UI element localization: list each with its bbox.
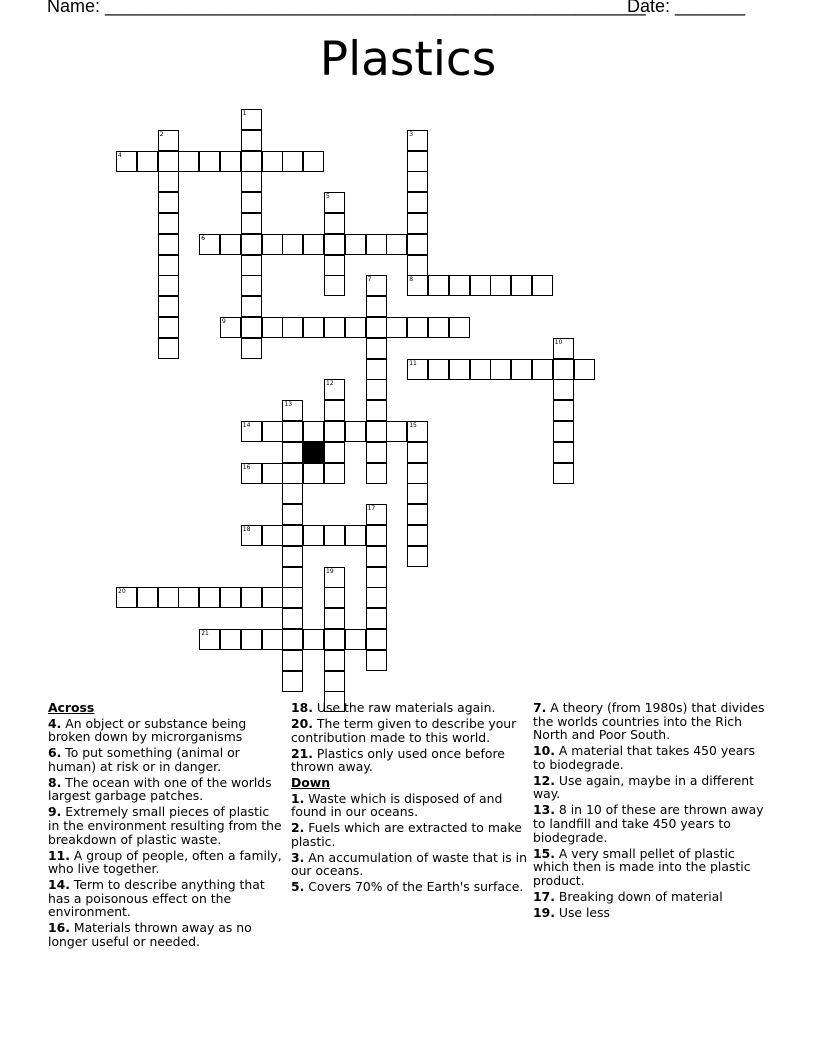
crossword-cell[interactable]	[324, 421, 345, 442]
crossword-cell[interactable]	[407, 213, 428, 234]
crossword-cell[interactable]	[324, 400, 345, 421]
crossword-block	[303, 442, 324, 463]
down-heading: Down	[291, 775, 331, 791]
clue-item	[48, 776, 284, 803]
crossword-cell[interactable]	[366, 629, 387, 650]
crossword-cell[interactable]	[553, 421, 574, 442]
crossword-cell[interactable]	[262, 234, 283, 255]
clue-number-label: 19.	[533, 904, 555, 920]
across-clue-list-continued	[291, 701, 527, 774]
crossword-cell[interactable]	[490, 275, 511, 296]
crossword-cell[interactable]	[282, 483, 303, 504]
crossword-cell[interactable]	[262, 463, 283, 484]
crossword-cell[interactable]	[303, 317, 324, 338]
clue-text: Covers 70% of the Earth's surface.	[304, 879, 524, 895]
crossword-cell[interactable]	[241, 338, 262, 359]
crossword-cell[interactable]	[532, 275, 553, 296]
crossword-cell[interactable]	[282, 587, 303, 608]
crossword-cell[interactable]	[282, 234, 303, 255]
clue-number: 13	[284, 401, 293, 409]
crossword-cell[interactable]	[282, 629, 303, 650]
clue-number-label: 2.	[291, 820, 305, 836]
crossword-cell[interactable]	[282, 525, 303, 546]
clue-number-label: 7.	[533, 700, 547, 715]
crossword-cell[interactable]	[553, 463, 574, 484]
crossword-cell[interactable]	[262, 317, 283, 338]
crossword-cell[interactable]	[158, 192, 179, 213]
clue-item	[291, 701, 527, 715]
clue-text: Waste which is disposed of and found in our oceans.	[291, 790, 503, 820]
crossword-cell[interactable]	[137, 587, 158, 608]
crossword-cell[interactable]	[303, 151, 324, 172]
clue-number: 10	[554, 338, 563, 346]
clue-number: 12	[326, 380, 334, 388]
crossword-cell[interactable]	[428, 317, 449, 338]
crossword-cell[interactable]	[241, 629, 262, 650]
crossword-cell[interactable]	[553, 338, 574, 359]
clue-number-label: 9.	[48, 804, 62, 820]
clue-item	[291, 717, 527, 744]
clue-item	[291, 747, 527, 774]
clue-text: 8 in 10 of these are thrown away to landfill and take 450 years to biodegrade.	[533, 802, 764, 845]
crossword-cell[interactable]	[407, 234, 428, 255]
crossword-cell[interactable]	[199, 151, 220, 172]
crossword-cell[interactable]	[324, 317, 345, 338]
crossword-cell[interactable]	[241, 587, 262, 608]
crossword-cell[interactable]	[282, 400, 303, 421]
crossword-cell[interactable]	[241, 109, 262, 130]
crossword-cell[interactable]	[407, 130, 428, 151]
crossword-cell[interactable]	[303, 234, 324, 255]
clue-number: 7	[367, 276, 372, 284]
crossword-cell[interactable]	[282, 671, 303, 692]
crossword-cell[interactable]	[532, 359, 553, 380]
date-field[interactable]: Date: _______	[627, 0, 746, 16]
clue-number-label: 14.	[48, 877, 70, 893]
crossword-cell[interactable]	[407, 275, 428, 296]
crossword-cell[interactable]	[220, 317, 241, 338]
clue-number: 16	[242, 463, 251, 471]
crossword-cell[interactable]	[158, 234, 179, 255]
clue-number: 18	[242, 526, 251, 533]
crossword-cell[interactable]	[449, 359, 470, 380]
crossword-cell[interactable]	[324, 587, 345, 608]
crossword-cell[interactable]	[158, 213, 179, 234]
clue-number: 2	[159, 130, 164, 138]
clue-item	[291, 792, 527, 819]
crossword-cell[interactable]	[282, 608, 303, 629]
crossword-cell[interactable]	[386, 317, 407, 338]
clue-number: 6	[201, 234, 206, 242]
crossword-cell[interactable]	[345, 317, 366, 338]
crossword-cell[interactable]	[282, 463, 303, 484]
clue-number-label: 20.	[291, 715, 313, 731]
crossword-cell[interactable]	[574, 359, 595, 380]
crossword-cell[interactable]	[366, 587, 387, 608]
crossword-cell[interactable]	[407, 504, 428, 525]
crossword-cell[interactable]	[407, 463, 428, 484]
crossword-cell[interactable]	[262, 421, 283, 442]
crossword-cell[interactable]	[158, 130, 179, 151]
crossword-cell[interactable]	[407, 483, 428, 504]
crossword-cell[interactable]	[324, 567, 345, 588]
clues-column-3	[533, 701, 769, 922]
across-heading: Across	[48, 700, 95, 715]
crossword-cell[interactable]	[386, 421, 407, 442]
crossword-cell[interactable]	[366, 400, 387, 421]
crossword-cell[interactable]	[324, 275, 345, 296]
crossword-cell[interactable]	[407, 546, 428, 567]
clue-text: Plastics only used once before thrown away.	[291, 745, 505, 775]
crossword-cell[interactable]	[282, 546, 303, 567]
crossword-cell[interactable]	[407, 317, 428, 338]
crossword-cell[interactable]	[303, 525, 324, 546]
crossword-cell[interactable]	[303, 629, 324, 650]
crossword-cell[interactable]	[324, 213, 345, 234]
crossword-cell[interactable]	[366, 234, 387, 255]
crossword-cell[interactable]	[241, 130, 262, 151]
crossword-cell[interactable]	[407, 442, 428, 463]
crossword-cell[interactable]	[241, 463, 262, 484]
clue-item	[48, 717, 284, 744]
clue-number-label: 6.	[48, 745, 62, 761]
clue-item	[533, 744, 769, 771]
crossword-cell[interactable]	[282, 442, 303, 463]
down-clue-list	[291, 792, 527, 894]
clue-item	[291, 880, 527, 894]
crossword-cell[interactable]	[241, 151, 262, 172]
clues-column-2	[291, 701, 527, 896]
crossword-cell[interactable]	[178, 151, 199, 172]
clue-item	[533, 701, 769, 742]
crossword-cell[interactable]	[324, 463, 345, 484]
clue-number: 20	[118, 588, 126, 596]
crossword-cell[interactable]	[324, 255, 345, 276]
crossword-cell[interactable]	[158, 296, 179, 317]
crossword-cell[interactable]	[366, 650, 387, 671]
crossword-cell[interactable]	[407, 171, 428, 192]
clue-number-label: 10.	[533, 743, 555, 759]
clue-number-label: 13.	[533, 802, 555, 818]
clue-text: An accumulation of waste that is in our oceans.	[291, 849, 527, 879]
clue-item	[48, 746, 284, 773]
crossword-cell[interactable]	[262, 151, 283, 172]
down-clue-list-continued	[533, 701, 769, 919]
crossword-cell[interactable]	[366, 504, 387, 525]
crossword-cell[interactable]	[324, 379, 345, 400]
clue-text: A very small pellet of plastic which then is made into the plastic product.	[533, 845, 751, 888]
clue-item	[48, 921, 284, 948]
crossword-cell[interactable]	[324, 650, 345, 671]
clue-text: Use the raw materials again.	[312, 700, 496, 715]
crossword-cell[interactable]	[241, 255, 262, 276]
crossword-cell[interactable]	[262, 629, 283, 650]
crossword-cell[interactable]	[324, 192, 345, 213]
crossword-cell[interactable]	[158, 151, 179, 172]
clue-number-label: 16.	[48, 920, 70, 936]
clue-item	[291, 851, 527, 878]
crossword-cell[interactable]	[241, 525, 262, 546]
crossword-cell[interactable]	[282, 650, 303, 671]
crossword-cell[interactable]	[241, 171, 262, 192]
crossword-cell[interactable]	[366, 338, 387, 359]
crossword-cell[interactable]	[366, 359, 387, 380]
crossword-cell[interactable]	[386, 234, 407, 255]
crossword-cell[interactable]	[241, 192, 262, 213]
crossword-cell[interactable]	[282, 567, 303, 588]
clue-item	[533, 906, 769, 920]
crossword-cell[interactable]	[449, 317, 470, 338]
crossword-cell[interactable]	[324, 442, 345, 463]
crossword-cell[interactable]	[366, 525, 387, 546]
crossword-cell[interactable]	[241, 296, 262, 317]
crossword-cell[interactable]	[470, 359, 491, 380]
crossword-cell[interactable]	[199, 629, 220, 650]
crossword-cell[interactable]	[553, 359, 574, 380]
across-clue-list	[48, 717, 284, 949]
crossword-cell[interactable]	[428, 359, 449, 380]
crossword-cell[interactable]	[158, 587, 179, 608]
crossword-cell[interactable]	[366, 275, 387, 296]
crossword-cell[interactable]	[158, 255, 179, 276]
clue-item	[48, 878, 284, 919]
crossword-cell[interactable]	[282, 151, 303, 172]
crossword-cell[interactable]	[407, 151, 428, 172]
crossword-cell[interactable]	[366, 442, 387, 463]
clue-text: An object or substance being broken down by microrganisms	[48, 715, 247, 745]
crossword-cell[interactable]	[366, 317, 387, 338]
crossword-cell[interactable]	[553, 442, 574, 463]
clue-text: Extremely small pieces of plastic in the environment resulting from the breakdown of plastic waste.	[48, 804, 282, 847]
clue-number: 8	[409, 276, 414, 284]
crossword-cell[interactable]	[324, 525, 345, 546]
crossword-cell[interactable]	[303, 463, 324, 484]
crossword-cell[interactable]	[241, 234, 262, 255]
crossword-cell[interactable]	[241, 421, 262, 442]
clue-text: A theory (from 1980s) that divides the worlds countries into the Rich North and Poor South.	[533, 700, 765, 743]
clue-item	[533, 803, 769, 844]
clue-text: Term to describe anything that has a poisonous effect on the environment.	[48, 877, 265, 920]
clue-text: Use again, maybe in a different way.	[533, 772, 755, 802]
crossword-cell[interactable]	[345, 421, 366, 442]
crossword-cell[interactable]	[220, 587, 241, 608]
crossword-cell[interactable]	[511, 359, 532, 380]
clue-text: A material that takes 450 years to biodegrade.	[533, 743, 755, 772]
crossword-cell[interactable]	[116, 151, 137, 172]
crossword-cell[interactable]	[199, 234, 220, 255]
crossword-cell[interactable]	[137, 151, 158, 172]
clue-number: 9	[222, 318, 226, 325]
crossword-cell[interactable]	[324, 671, 345, 692]
page-title: Plastics	[319, 32, 497, 87]
clue-item	[48, 849, 284, 876]
clue-number-label: 5.	[291, 879, 305, 895]
clue-number: 19	[326, 567, 334, 575]
crossword-cell[interactable]	[199, 587, 220, 608]
crossword-cell[interactable]	[220, 151, 241, 172]
crossword-cell[interactable]	[345, 629, 366, 650]
crossword-cell[interactable]	[407, 255, 428, 276]
clue-number-label: 4.	[48, 715, 62, 731]
clue-number: 21	[201, 630, 209, 637]
crossword-cell[interactable]	[407, 192, 428, 213]
clue-number: 3	[409, 130, 414, 138]
clue-number-label: 21.	[291, 745, 313, 761]
clue-number-label: 18.	[291, 700, 313, 715]
clue-text: Breaking down of material	[554, 888, 723, 904]
clue-text: The ocean with one of the worlds largest garbage patches.	[48, 774, 272, 804]
crossword-cell[interactable]	[324, 234, 345, 255]
clue-item	[291, 821, 527, 848]
clue-text: Materials thrown away as no longer useful or needed.	[48, 920, 252, 949]
crossword-cell[interactable]	[449, 275, 470, 296]
crossword-cell[interactable]	[282, 504, 303, 525]
clue-item	[533, 774, 769, 801]
clue-number-label: 11.	[48, 847, 70, 863]
crossword-cell[interactable]	[366, 379, 387, 400]
crossword-cell[interactable]	[407, 421, 428, 442]
clue-number-label: 17.	[533, 888, 555, 904]
crossword-cell[interactable]	[345, 525, 366, 546]
clues-column-1	[48, 701, 284, 951]
clue-number: 4	[118, 151, 122, 159]
clue-item	[533, 847, 769, 888]
crossword-cell[interactable]	[303, 421, 324, 442]
clue-number: 11	[409, 359, 417, 367]
clue-item	[533, 890, 769, 904]
crossword-cell[interactable]	[553, 400, 574, 421]
crossword-cell[interactable]	[366, 296, 387, 317]
crossword-cell[interactable]	[407, 525, 428, 546]
crossword-cell[interactable]	[282, 317, 303, 338]
crossword-cell[interactable]	[366, 421, 387, 442]
clue-number: 15	[409, 422, 417, 429]
clue-number: 1	[242, 110, 247, 117]
clue-text: A group of people, often a family, who live together.	[48, 847, 282, 877]
crossword-cell[interactable]	[158, 317, 179, 338]
crossword-cell[interactable]	[262, 525, 283, 546]
crossword-cell[interactable]	[407, 359, 428, 380]
crossword-cell[interactable]	[366, 463, 387, 484]
clue-number: 14	[242, 422, 251, 429]
crossword-cell[interactable]	[241, 317, 262, 338]
clue-text: The term given to describe your contribution made to this world.	[291, 715, 517, 745]
crossword-cell[interactable]	[366, 567, 387, 588]
crossword-cell[interactable]	[262, 587, 283, 608]
clue-number-label: 12.	[533, 772, 555, 788]
crossword-cell[interactable]	[553, 379, 574, 400]
clue-text: To put something (animal or human) at risk or in danger.	[48, 745, 240, 774]
crossword-cell[interactable]	[158, 275, 179, 296]
clue-number-label: 8.	[48, 774, 62, 790]
crossword-cell[interactable]	[116, 587, 137, 608]
crossword-cell[interactable]	[282, 421, 303, 442]
crossword-cell[interactable]	[366, 608, 387, 629]
crossword-cell[interactable]	[241, 213, 262, 234]
clue-number-label: 1.	[291, 790, 305, 806]
clue-number-label: 15.	[533, 845, 555, 861]
crossword-cell[interactable]	[511, 275, 532, 296]
crossword-cell[interactable]	[324, 608, 345, 629]
crossword-cell[interactable]	[366, 546, 387, 567]
name-field[interactable]: Name: ______________________________________________________	[47, 0, 646, 16]
crossword-cell[interactable]	[241, 275, 262, 296]
crossword-cell[interactable]	[324, 629, 345, 650]
clue-text: Fuels which are extracted to make plastic.	[291, 820, 522, 849]
clue-item	[48, 805, 284, 846]
crossword-cell[interactable]	[345, 234, 366, 255]
clue-text: Use less	[554, 904, 610, 920]
crossword-cell[interactable]	[220, 234, 241, 255]
clue-number: 17	[367, 505, 376, 513]
crossword-cell[interactable]	[178, 587, 199, 608]
crossword-cell[interactable]	[220, 629, 241, 650]
crossword-cell[interactable]	[470, 275, 491, 296]
crossword-cell[interactable]	[158, 338, 179, 359]
crossword-cell[interactable]	[490, 359, 511, 380]
clue-number: 5	[326, 193, 330, 201]
crossword-cell[interactable]	[428, 275, 449, 296]
clue-number-label: 3.	[291, 849, 305, 865]
crossword-cell[interactable]	[158, 171, 179, 192]
